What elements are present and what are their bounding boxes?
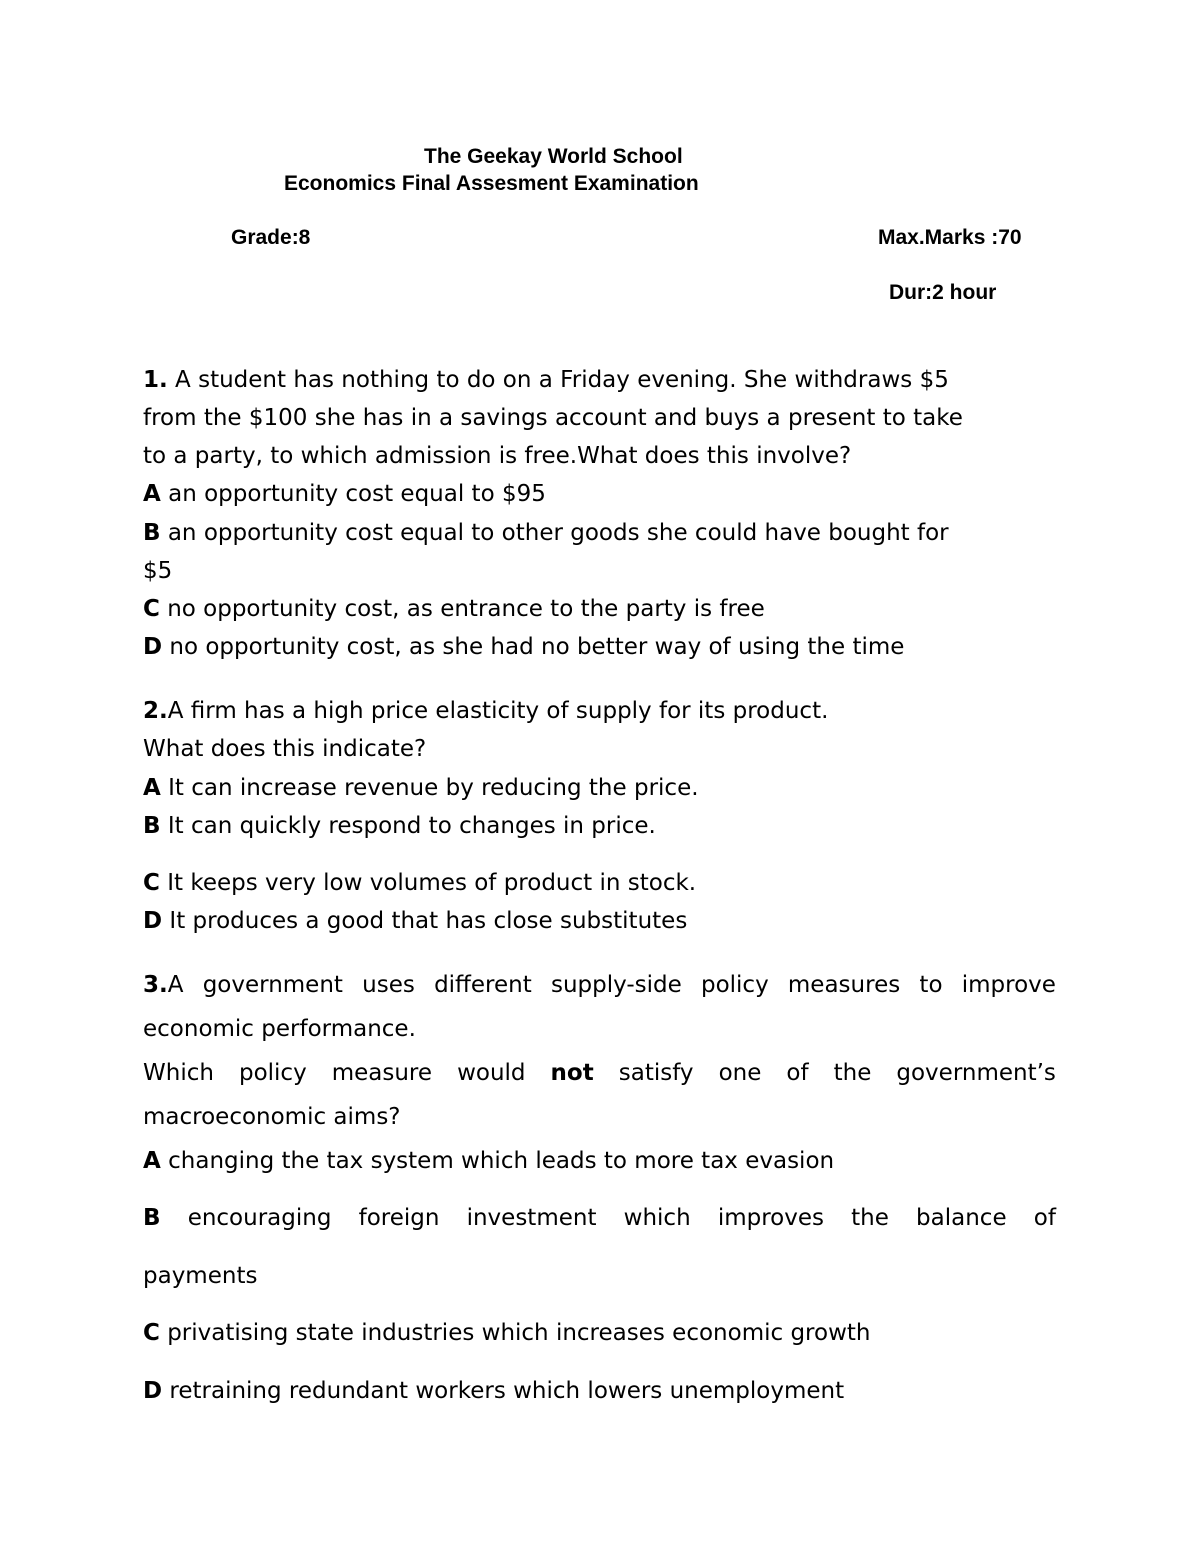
- q3-word: balance: [916, 1205, 1007, 1231]
- q3-word: Which: [143, 1060, 214, 1086]
- q2-option-a: [143, 777, 699, 800]
- q1-option-b-letter: B: [143, 520, 161, 546]
- q3-word: to: [919, 972, 943, 998]
- q3-word: government’s: [896, 1060, 1056, 1086]
- q3-option-a: [143, 1150, 834, 1173]
- q3-stem-word-1: [143, 974, 183, 997]
- q2-option-a-text: It can increase revenue by reducing the price.: [160, 775, 699, 801]
- q1-stem-line-1: [143, 369, 949, 392]
- q3-word: satisfy: [618, 1060, 694, 1086]
- q2-number: 2.: [143, 698, 168, 724]
- q2-option-b-letter: B: [143, 813, 161, 839]
- q2-option-b: [143, 815, 656, 838]
- q3-stem-line-2: economic performance.: [143, 1016, 416, 1042]
- q3-word: measures: [787, 972, 901, 998]
- q3-emphasis-not: not: [550, 1060, 594, 1086]
- q1-option-a: [143, 483, 546, 506]
- q3-word: the: [851, 1205, 889, 1231]
- q3-word: which: [623, 1205, 691, 1231]
- q3-option-d: [143, 1380, 844, 1403]
- q3-number: 3.: [143, 972, 168, 998]
- q2-option-d-letter: D: [143, 908, 163, 934]
- q3-word: measure: [331, 1060, 433, 1086]
- school-name: The Geekay World School: [424, 145, 683, 168]
- q1-stem-line-3: to a party, to which admission is free.What does this involve?: [143, 443, 852, 469]
- max-marks-label: Max.Marks :70: [878, 226, 1022, 249]
- q3-word: supply-side: [550, 972, 682, 998]
- q2-stem-text-1: A firm has a high price elasticity of supply for its product.: [167, 698, 829, 724]
- q3-word: would: [457, 1060, 526, 1086]
- q1-option-c: [143, 598, 765, 621]
- q3-stem-line-4: macroeconomic aims?: [143, 1104, 401, 1130]
- q3-word: government: [202, 972, 343, 998]
- q2-option-b-text: It can quickly respond to changes in price.: [160, 813, 656, 839]
- q3-option-b: [143, 1207, 1056, 1230]
- q3-word: one: [718, 1060, 762, 1086]
- q2-option-d: [143, 910, 687, 933]
- q3-word: policy: [238, 1060, 307, 1086]
- q3-option-c-letter: C: [143, 1320, 160, 1346]
- q1-option-c-letter: C: [143, 596, 160, 622]
- q3-option-b-letter: B: [143, 1205, 161, 1231]
- q3-option-b-continued: payments: [143, 1263, 258, 1289]
- q3-word: improves: [717, 1205, 824, 1231]
- q3-option-a-text: changing the tax system which leads to more tax evasion: [160, 1148, 835, 1174]
- q3-option-c-text: privatising state industries which increases economic growth: [159, 1320, 871, 1346]
- q3-word: encouraging: [187, 1205, 332, 1231]
- q1-option-b-continued: $5: [143, 558, 173, 584]
- q3-word: A: [167, 972, 184, 998]
- q1-option-a-letter: A: [143, 481, 161, 507]
- q3-stem-line-1: [143, 974, 1056, 997]
- q3-word: improve: [961, 972, 1056, 998]
- q3-option-a-letter: A: [143, 1148, 161, 1174]
- q1-option-d-letter: D: [143, 634, 163, 660]
- grade-label: Grade:8: [231, 226, 311, 249]
- q2-option-d-text: It produces a good that has close substitutes: [162, 908, 688, 934]
- q1-option-d-text: no opportunity cost, as she had no better way of using the time: [162, 634, 905, 660]
- q3-word: foreign: [358, 1205, 440, 1231]
- exam-title: Economics Final Assesment Examination: [284, 172, 699, 195]
- q3-word: the: [833, 1060, 872, 1086]
- q1-option-c-text: no opportunity cost, as entrance to the party is free: [159, 596, 765, 622]
- q1-option-b: [143, 522, 949, 545]
- q1-option-d: [143, 636, 904, 659]
- q3-stem-line-3: [143, 1062, 1056, 1085]
- q3-word: of: [1033, 1205, 1056, 1231]
- q2-option-c: [143, 872, 696, 895]
- q3-option-d-text: retraining redundant workers which lowers unemployment: [162, 1378, 845, 1404]
- q3-option-d-letter: D: [143, 1378, 163, 1404]
- q3-word: investment: [466, 1205, 597, 1231]
- duration-label: Dur:2 hour: [889, 281, 997, 304]
- q2-stem-line-2: What does this indicate?: [143, 736, 427, 762]
- q2-option-a-letter: A: [143, 775, 161, 801]
- q3-option-c: [143, 1322, 870, 1345]
- q3-word: of: [786, 1060, 809, 1086]
- q1-stem-text-1: A student has nothing to do on a Friday evening. She withdraws $5: [167, 367, 949, 393]
- q1-number: 1.: [143, 367, 168, 393]
- q2-option-c-letter: C: [143, 870, 160, 896]
- q2-stem-line-1: [143, 700, 828, 723]
- q1-option-b-text: an opportunity cost equal to other goods she could have bought for: [160, 520, 949, 546]
- q3-word: uses: [362, 972, 415, 998]
- q1-stem-line-2: from the $100 she has in a savings account and buys a present to take: [143, 405, 963, 431]
- q1-option-a-text: an opportunity cost equal to $95: [160, 481, 546, 507]
- q2-option-c-text: It keeps very low volumes of product in stock.: [159, 870, 697, 896]
- q3-word: different: [434, 972, 532, 998]
- q3-word: policy: [700, 972, 769, 998]
